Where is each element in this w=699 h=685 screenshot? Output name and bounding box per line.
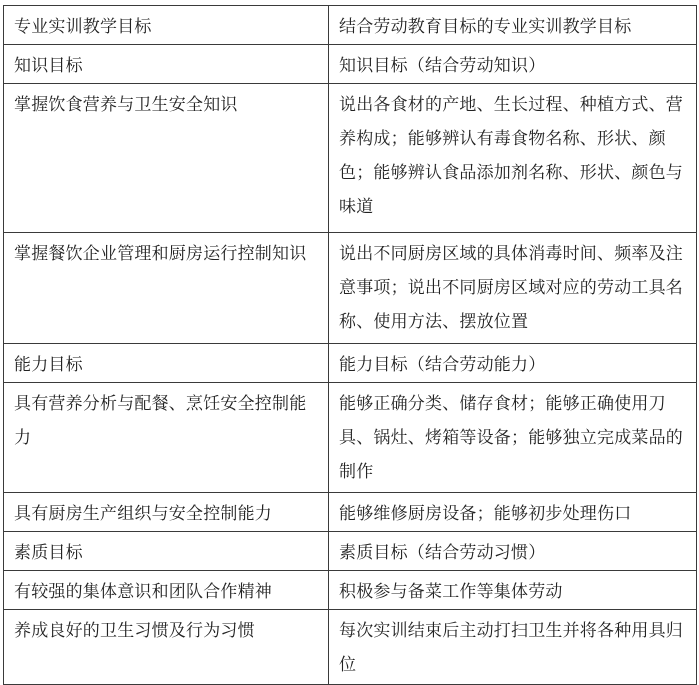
table-cell: 素质目标（结合劳动习惯） bbox=[329, 532, 697, 571]
table-cell: 每次实训结束后主动打扫卫生并将各种用具归位 bbox=[329, 610, 697, 685]
table-header-row bbox=[4, 6, 697, 45]
table-row bbox=[4, 233, 697, 344]
header-cell-professional-objectives: 专业实训教学目标 bbox=[4, 6, 329, 45]
table-cell: 素质目标 bbox=[4, 532, 329, 571]
table-cell: 掌握饮食营养与卫生安全知识 bbox=[4, 84, 329, 233]
objectives-table bbox=[3, 5, 697, 685]
table-cell: 知识目标 bbox=[4, 45, 329, 84]
table-cell: 说出不同厨房区域的具体消毒时间、频率及注意事项；说出不同厨房区域对应的劳动工具名称、使用方法、摆放位置 bbox=[329, 233, 697, 344]
table-cell: 掌握餐饮企业管理和厨房运行控制知识 bbox=[4, 233, 329, 344]
section-row-ability bbox=[4, 344, 697, 383]
table-row bbox=[4, 571, 697, 610]
table-cell: 具有营养分析与配餐、烹饪安全控制能力 bbox=[4, 383, 329, 493]
table-row bbox=[4, 493, 697, 532]
table-cell: 养成良好的卫生习惯及行为习惯 bbox=[4, 610, 329, 685]
table-cell: 能力目标 bbox=[4, 344, 329, 383]
table-cell: 知识目标（结合劳动知识） bbox=[329, 45, 697, 84]
table-cell: 积极参与备菜工作等集体劳动 bbox=[329, 571, 697, 610]
header-cell-labor-education-objectives: 结合劳动教育目标的专业实训教学目标 bbox=[329, 6, 697, 45]
section-row-quality bbox=[4, 532, 697, 571]
table-cell: 有较强的集体意识和团队合作精神 bbox=[4, 571, 329, 610]
table-cell: 具有厨房生产组织与安全控制能力 bbox=[4, 493, 329, 532]
table-row bbox=[4, 84, 697, 233]
section-row-knowledge bbox=[4, 45, 697, 84]
table-cell: 说出各食材的产地、生长过程、种植方式、营养构成；能够辨认有毒食物名称、形状、颜色；能够辨认食品添加剂名称、形状、颜色与味道 bbox=[329, 84, 697, 233]
table-cell: 能力目标（结合劳动能力） bbox=[329, 344, 697, 383]
table-cell: 能够正确分类、储存食材；能够正确使用刀具、锅灶、烤箱等设备；能够独立完成菜品的制作 bbox=[329, 383, 697, 493]
table-row bbox=[4, 383, 697, 493]
table-row bbox=[4, 610, 697, 685]
table-cell: 能够维修厨房设备；能够初步处理伤口 bbox=[329, 493, 697, 532]
